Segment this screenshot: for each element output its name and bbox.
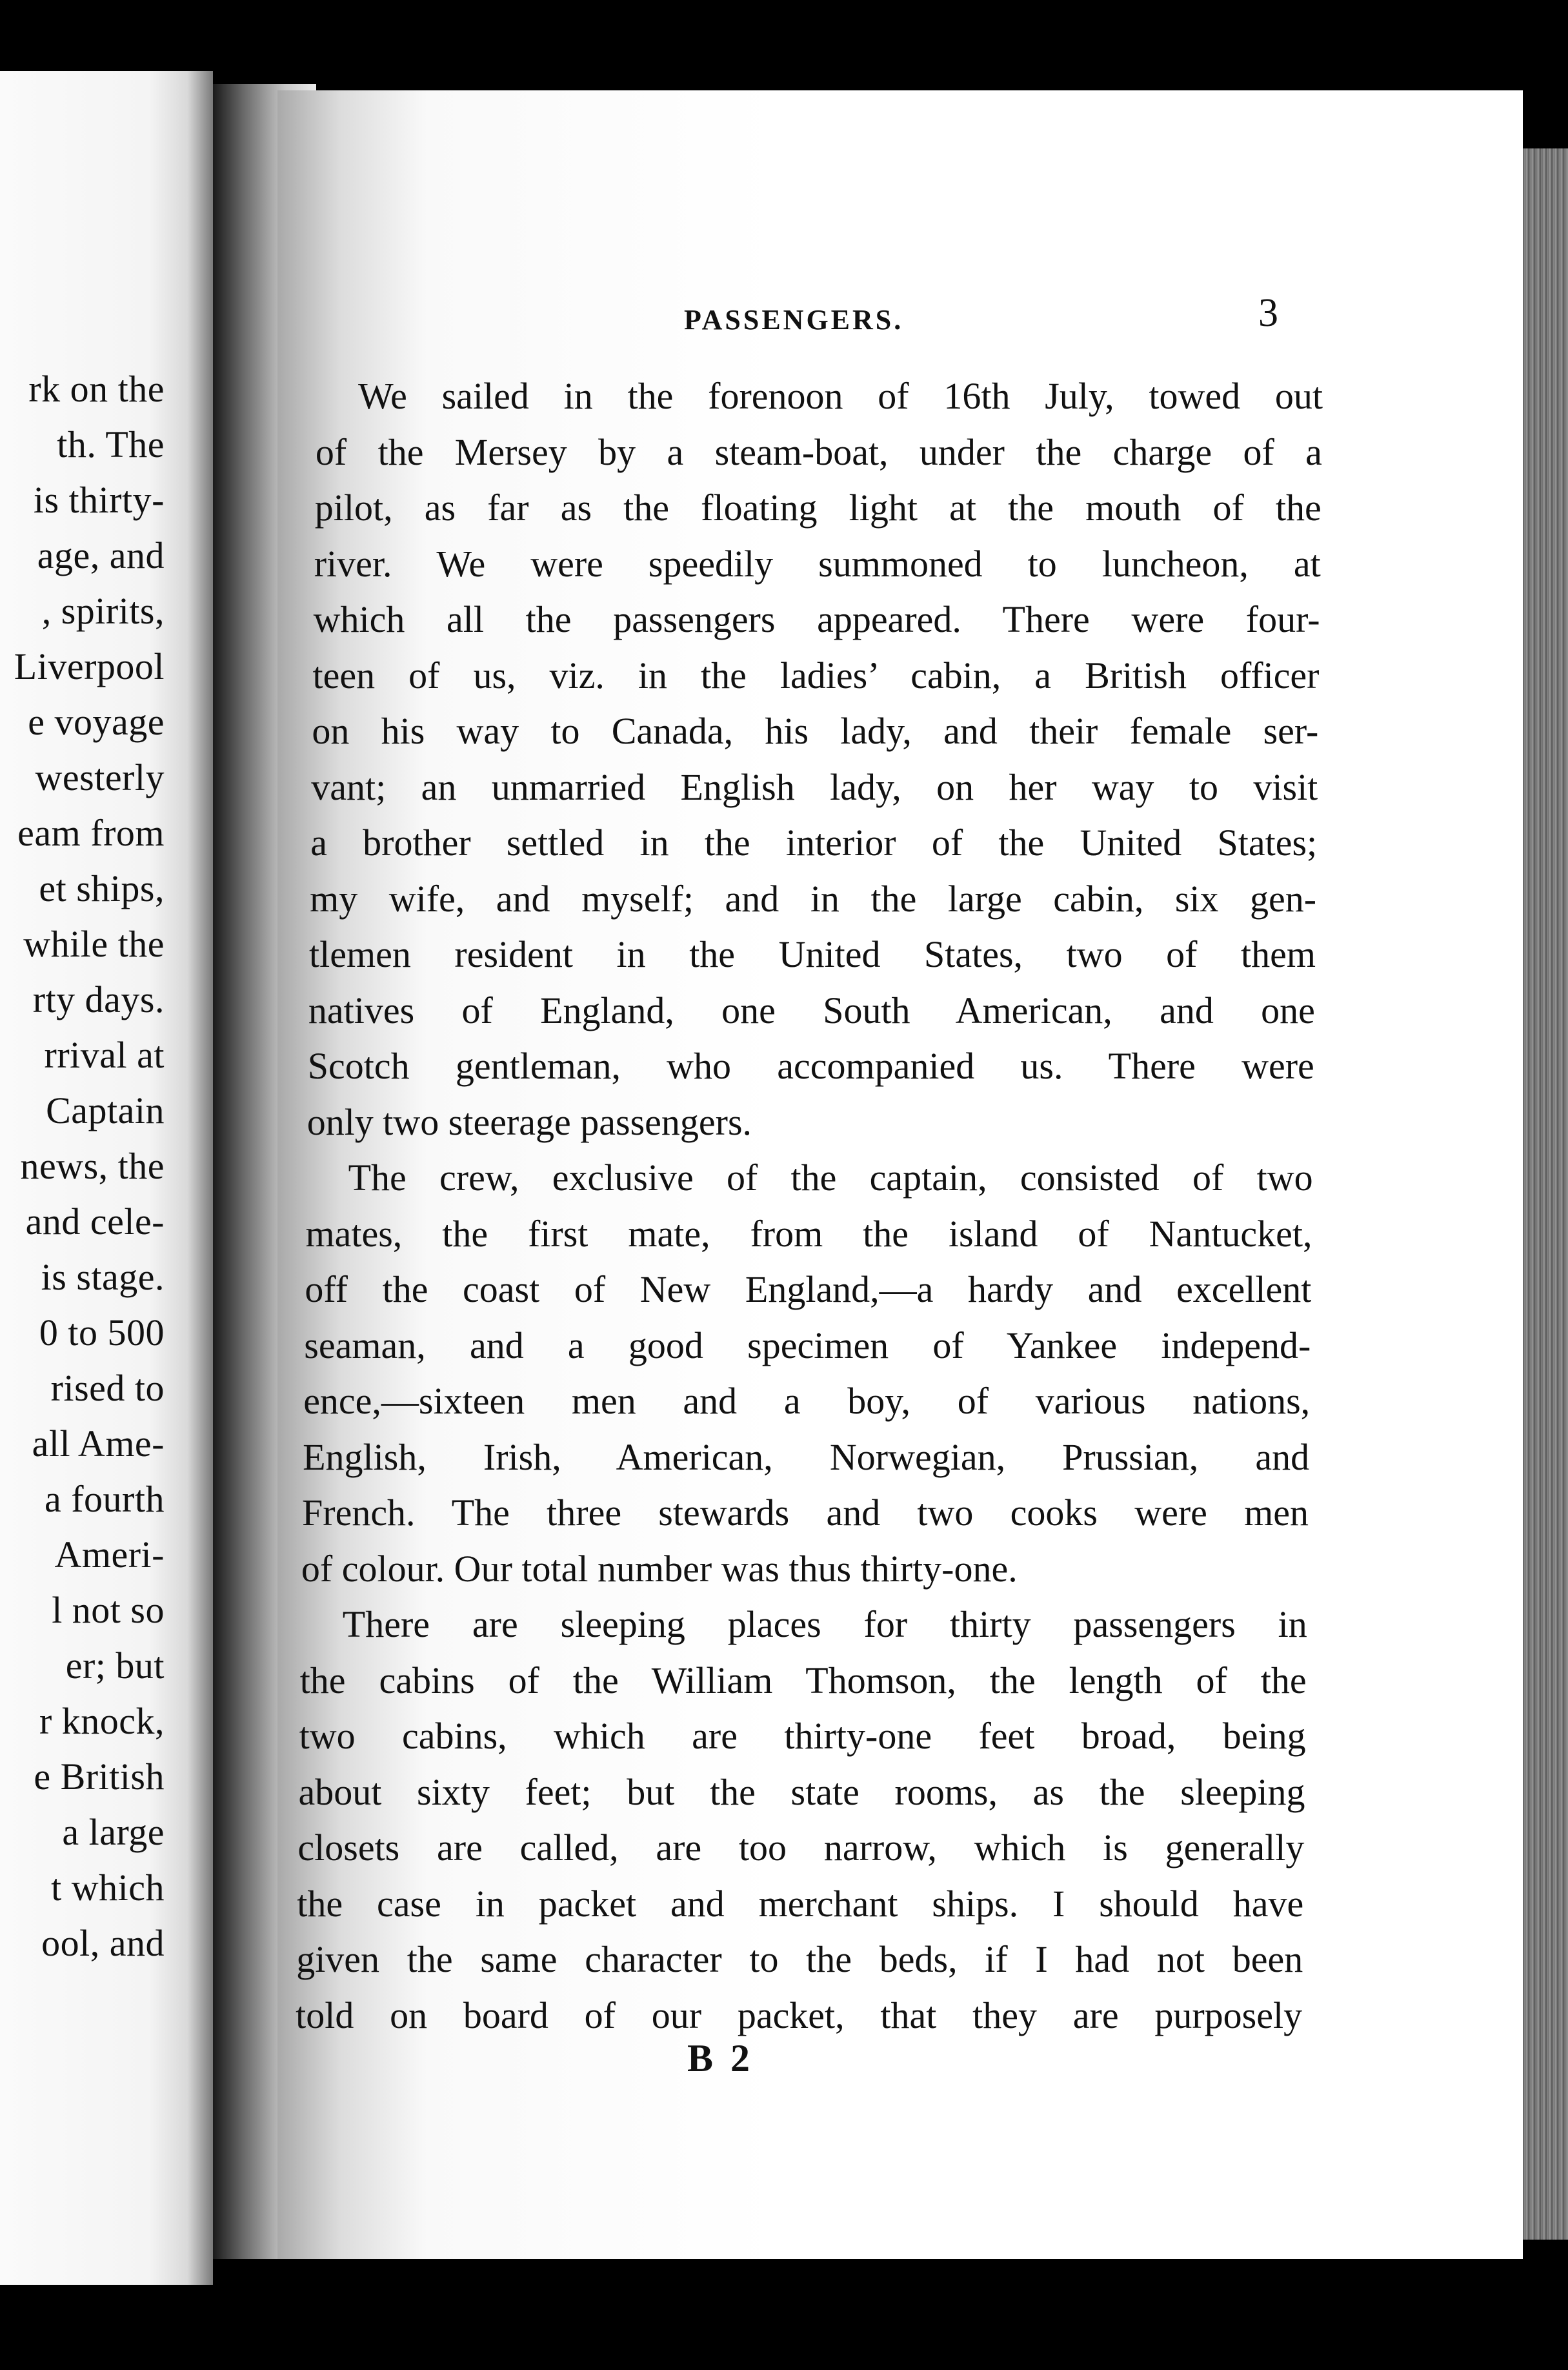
text-line: We sailed in the forenoon of 16th July, towed out xyxy=(358,375,1323,417)
left-page-line: t which xyxy=(51,1867,165,1909)
signature-mark: B 2 xyxy=(687,2037,754,2080)
left-page-line: th. The xyxy=(57,423,165,465)
left-page xyxy=(0,71,213,2285)
left-page-line: westerly xyxy=(35,756,165,798)
running-head: PASSENGERS. xyxy=(684,304,904,336)
text-line: There are sleeping places for thirty passengers in xyxy=(342,1603,1307,1645)
left-page-line: rty days. xyxy=(32,978,165,1020)
text-line: mates, the first mate, from the island of Nantucket, xyxy=(305,1212,1312,1255)
page-number: 3 xyxy=(1258,291,1278,335)
text-line: given the same character to the beds, if I had not been xyxy=(296,1938,1303,1980)
text-line: ence,—sixteen men and a boy, of various nations, xyxy=(303,1380,1311,1422)
text-line: closets are called, are too narrow, which is generally xyxy=(297,1827,1305,1869)
left-page-line: et ships, xyxy=(39,867,165,909)
left-page-line: Captain xyxy=(46,1089,165,1131)
text-line: the case in packet and merchant ships. I should have xyxy=(297,1882,1304,1925)
left-page-text xyxy=(0,361,165,1971)
left-page-line: , spirits, xyxy=(41,590,165,632)
text-line: on his way to Canada, his lady, and their female ser- xyxy=(312,710,1319,752)
left-page-line: er; but xyxy=(65,1645,165,1686)
text-line: The crew, exclusive of the captain, consisted of two xyxy=(348,1157,1313,1199)
text-line: of the Mersey by a steam-boat, under the charge of a xyxy=(315,430,1322,473)
text-line: about sixty feet; but the state rooms, as the sleeping xyxy=(298,1770,1305,1813)
left-page-line: while the xyxy=(23,923,165,965)
text-line: off the coast of New England,—a hardy and excellent xyxy=(305,1268,1312,1310)
page-body-text xyxy=(277,90,1523,2259)
left-page-line: e British xyxy=(34,1756,165,1798)
left-page-line: rk on the xyxy=(28,368,165,410)
text-line: two cabins, which are thirty-one feet broad, being xyxy=(299,1715,1306,1757)
right-page xyxy=(277,90,1523,2259)
left-page-line: a large xyxy=(62,1811,165,1853)
left-page-line: is thirty- xyxy=(33,479,165,521)
text-line: tlemen resident in the United States, two of them xyxy=(309,933,1316,975)
text-line: teen of us, viz. in the ladies’ cabin, a British officer xyxy=(312,654,1320,696)
left-page-line: rised to xyxy=(50,1367,165,1409)
text-line: told on board of our packet, that they are purposely xyxy=(296,1994,1303,2036)
left-page-line: all Ame- xyxy=(32,1423,165,1464)
text-line: French. The three stewards and two cooks were men xyxy=(302,1492,1309,1534)
left-page-line: Ameri- xyxy=(54,1534,165,1575)
text-line: a brother settled in the interior of the United States; xyxy=(310,822,1318,864)
text-line: of colour. Our total number was thus thirty-one. xyxy=(301,1547,1018,1590)
text-line: English, Irish, American, Norwegian, Prussian, and xyxy=(303,1435,1310,1478)
left-page-line: ool, and xyxy=(41,1922,165,1964)
text-line: the cabins of the William Thomson, the length of the xyxy=(299,1659,1307,1701)
text-line: vant; an unmarried English lady, on her way to visit xyxy=(311,765,1318,808)
left-page-line: news, the xyxy=(20,1145,165,1187)
text-line: pilot, as far as the floating light at the mouth of the xyxy=(314,487,1322,529)
text-line: Scotch gentleman, who accompanied us. There were xyxy=(307,1045,1314,1087)
text-line: which all the passengers appeared. There were four- xyxy=(313,598,1320,640)
text-line: river. We were speedily summoned to luncheon, at xyxy=(314,542,1321,585)
left-page-line: r knock, xyxy=(39,1700,165,1742)
left-page-line: eam from xyxy=(17,812,165,854)
text-line: my wife, and myself; and in the large cabin, six gen- xyxy=(310,877,1317,920)
left-page-line: rrival at xyxy=(44,1034,165,1076)
left-page-line: age, and xyxy=(37,534,165,576)
left-page-line: Liverpool xyxy=(14,645,165,687)
text-line: natives of England, one South American, and one xyxy=(308,989,1315,1031)
text-line: only two steerage passengers. xyxy=(307,1100,752,1143)
left-page-line: l not so xyxy=(52,1589,165,1631)
left-page-line: is stage. xyxy=(41,1256,165,1298)
left-page-line: 0 to 500 xyxy=(39,1312,165,1353)
text-line: seaman, and a good specimen of Yankee independ- xyxy=(304,1324,1311,1366)
left-page-line: a fourth xyxy=(45,1478,165,1520)
left-page-line: and cele- xyxy=(25,1200,165,1242)
left-page-line: e voyage xyxy=(28,701,165,743)
